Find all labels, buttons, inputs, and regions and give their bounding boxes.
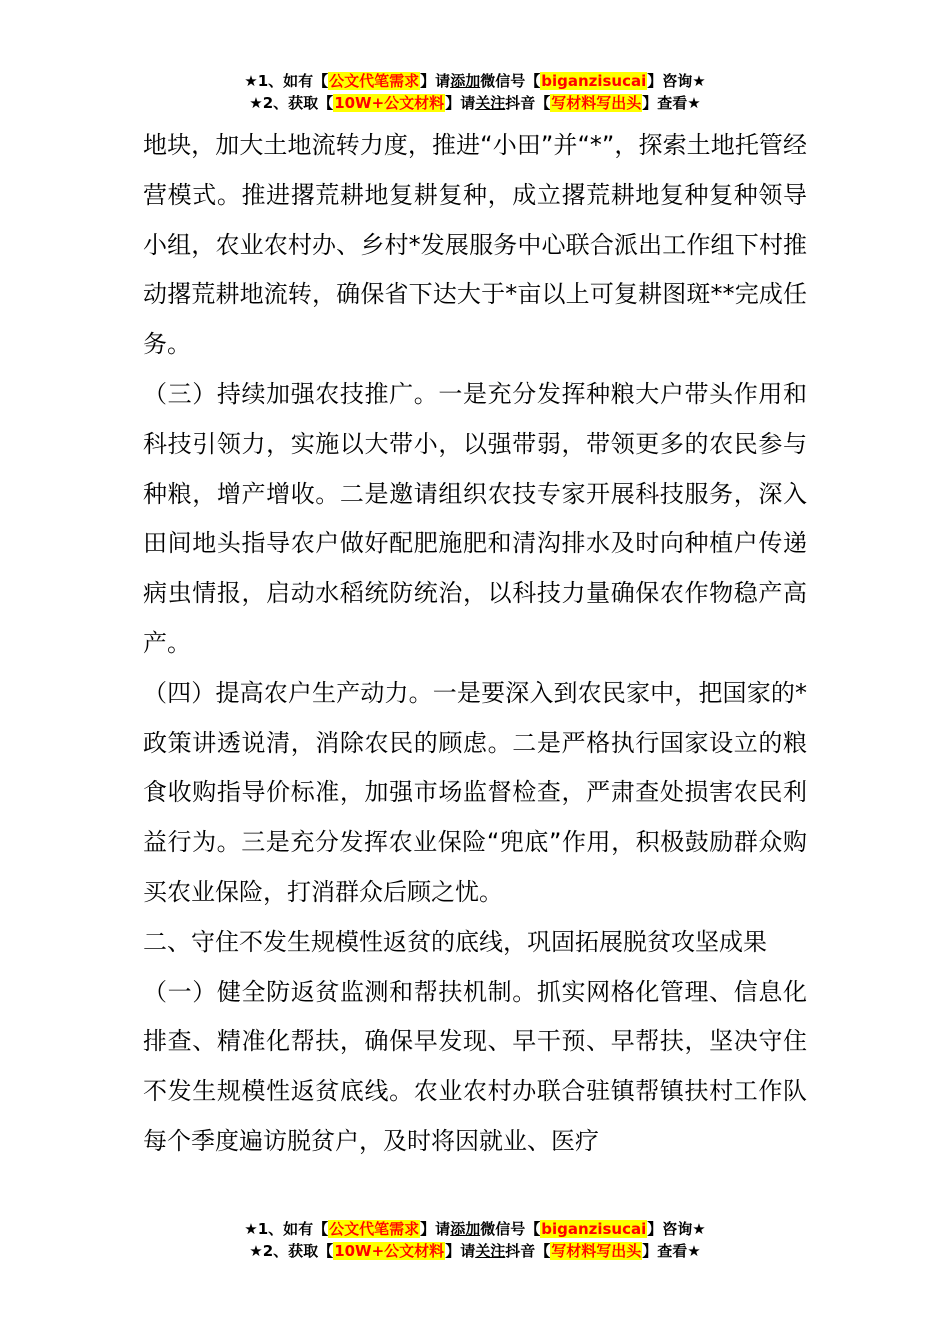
document-body [143,121,807,1167]
header-banner [0,70,950,114]
header-line-2-suffix: 】查看★ [642,94,701,112]
header-line-1-text: 】请 [420,72,451,90]
header-highlight-service: 公文代笔需求 [329,72,420,90]
footer-line-2-text-2: 抖音【 [505,1242,551,1260]
footer-line-1-prefix: ★1、如有【 [244,1220,329,1238]
footer-line-2 [0,1240,950,1262]
header-highlight-wechat: biganzisucai [541,72,647,90]
header-line-2-text: 】请 [445,94,476,112]
footer-line-2-suffix: 】查看★ [642,1242,701,1260]
header-line-2 [0,92,950,114]
footer-banner [0,1218,950,1262]
footer-line-1-suffix: 】咨询★ [647,1220,706,1238]
header-line-1 [0,70,950,92]
paragraph-farmer-motivation: （四）提高农户生产动力。一是要深入到农民家中，把国家的*政策讲透说清，消除农民的顾虑。二是严格执行国家设立的粮食收购指导价标准，加强市场监督检查，严肃查处损害农民利益行为。三是充分发挥农业保险“兜底”作用，积极鼓励群众购买农业保险，打消群众后顾之忧。 [143,678,807,906]
footer-highlight-service: 公文代笔需求 [329,1220,420,1238]
paragraph-monitoring: （一）健全防返贫监测和帮扶机制。抓实网格化管理、信息化排查、精准化帮扶，确保早发现、早干预、早帮扶，坚决守住不发生规模性返贫底线。农业农村办联合驻镇帮镇扶村工作队每个季度遍访脱贫户，及时将因就业、医疗 [143,977,807,1155]
footer-underlined-add: 添加 [450,1220,481,1238]
footer-highlight-douyin: 写材料写出头 [551,1242,642,1260]
footer-underlined-follow: 关注 [475,1242,506,1260]
section-heading-poverty: 二、守住不发生规模性返贫的底线，巩固拓展脱贫攻坚成果 [143,927,767,956]
footer-line-1-text: 】请 [420,1220,451,1238]
footer-line-2-prefix: ★2、获取【 [249,1242,334,1260]
header-underlined-follow: 关注 [475,94,506,112]
header-line-1-text-2: 微信号【 [480,72,541,90]
header-line-1-suffix: 】咨询★ [647,72,706,90]
header-highlight-douyin: 写材料写出头 [551,94,642,112]
paragraph-agri-tech: （三）持续加强农技推广。一是充分发挥种粮大户带头作用和科技引领力，实施以大带小，以强带弱，带领更多的农民参与种粮，增产增收。二是邀请组织农技专家开展科技服务，深入田间地头指导农户做好配肥施肥和清沟排水及时向种植户传递病虫情报，启动水稻统防统治，以科技力量确保农作物稳产高产。 [143,379,807,657]
footer-line-1 [0,1218,950,1240]
header-underlined-add: 添加 [450,72,481,90]
footer-line-2-text: 】请 [445,1242,476,1260]
footer-highlight-materials: 10W+公文材料 [334,1242,445,1260]
footer-line-1-text-2: 微信号【 [480,1220,541,1238]
header-line-2-prefix: ★2、获取【 [249,94,334,112]
paragraph-continued-land: 地块，加大土地流转力度，推进“小田”并“*”，探索土地托管经营模式。推进撂荒耕地复耕复种，成立撂荒耕地复种复种领导小组，农业农村办、乡村*发展服务中心联合派出工作组下村推动撂荒耕地流转，确保省下达大于*亩以上可复耕图斑**完成任务。 [143,131,807,359]
header-line-1-prefix: ★1、如有【 [244,72,329,90]
header-line-2-text-2: 抖音【 [505,94,551,112]
footer-highlight-wechat: biganzisucai [541,1220,647,1238]
header-highlight-materials: 10W+公文材料 [334,94,445,112]
